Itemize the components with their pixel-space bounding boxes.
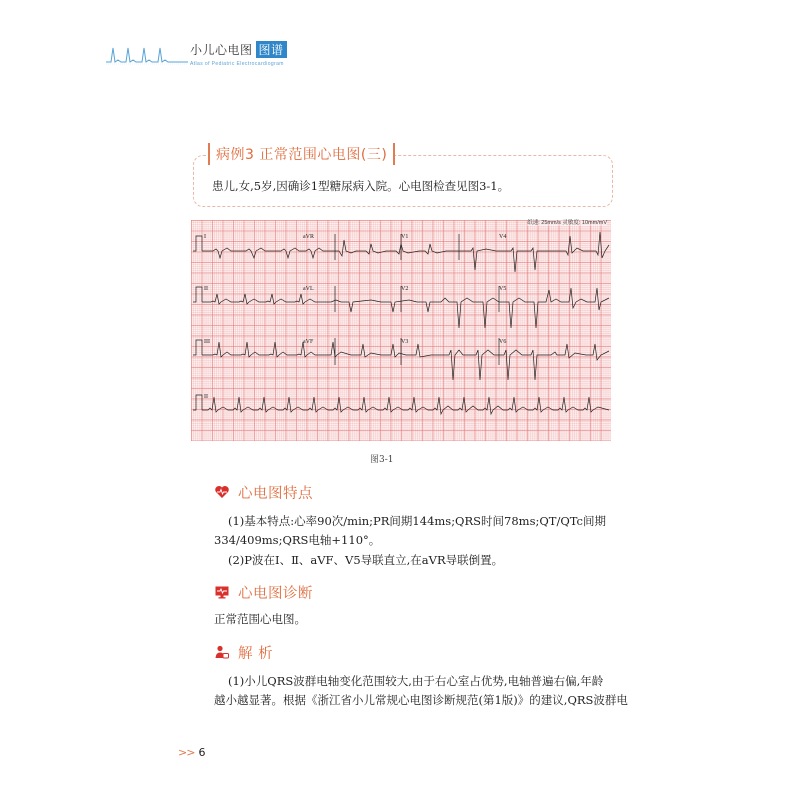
lead-label: V1 — [401, 234, 409, 240]
page-number-value: 6 — [198, 746, 206, 759]
section-heading-features — [214, 482, 313, 502]
page-number — [178, 746, 205, 759]
section-heading-analysis — [214, 642, 273, 662]
lead-label: I — [204, 234, 206, 240]
heart-ecg-icon — [214, 484, 230, 500]
lead-label: III — [204, 339, 210, 345]
ecg-figure — [191, 220, 611, 441]
lead-label: II — [204, 394, 208, 400]
section-heading-diagnosis — [214, 582, 313, 602]
features-paragraph-1-line-2: 334/409ms;QRS电轴+110°。 — [214, 533, 381, 547]
diagnosis-text: 正常范围心电图。 — [214, 612, 306, 626]
features-paragraph-1-line-1: (1)基本特点:心率90次/min;PR间期144ms;QRS时间78ms;QT/QTc间期 — [228, 514, 606, 528]
book-title-text: 小儿心电图 — [190, 43, 253, 57]
lead-label: V6 — [499, 339, 507, 345]
features-paragraph-2: (2)P波在Ⅰ、Ⅱ、aVF、V5导联直立,在aVR导联倒置。 — [228, 553, 504, 567]
lead-label: aVL — [303, 286, 314, 292]
case-description: 患儿,女,5岁,因确诊1型糖尿病入院。心电图检查见图3-1。 — [212, 179, 510, 193]
book-title — [190, 41, 287, 58]
analysis-line-1: (1)小儿QRS波群电轴变化范围较大,由于右心室占优势,电轴普遍右偏,年龄 — [228, 674, 604, 688]
lead-label: aVR — [303, 234, 314, 240]
ecg-paper-speed-label: 纸速: 25mm/s 灵敏度: 10mm/mV — [527, 220, 607, 226]
book-subtitle: Atlas of Pediatric Electrocardiogram — [190, 61, 284, 67]
lead-label: V2 — [401, 286, 409, 292]
ecg-wave-logo-icon — [106, 42, 188, 66]
running-header — [106, 38, 306, 74]
lead-label: II — [204, 286, 208, 292]
ecg-traces — [191, 220, 611, 441]
section-title: 心电图特点 — [238, 485, 313, 502]
lead-label: aVF — [303, 339, 314, 345]
analysis-line-2: 越小越显著。根据《浙江省小儿常规心电图诊断规范(第1版)》的建议,QRS波群电 — [214, 693, 628, 707]
figure-caption: 图3-1 — [370, 455, 394, 465]
book-title-badge: 图谱 — [256, 41, 287, 58]
doctor-icon — [214, 644, 230, 660]
monitor-icon — [214, 584, 230, 600]
double-chevron-right-icon: >> — [178, 746, 195, 759]
section-title: 心电图诊断 — [238, 585, 313, 602]
lead-label: V5 — [499, 286, 507, 292]
section-title: 解 析 — [238, 645, 274, 662]
lead-label: V4 — [499, 234, 507, 240]
lead-label: V3 — [401, 339, 409, 345]
case-title: 病例3 正常范围心电图(三) — [216, 147, 388, 163]
case-title-frame — [208, 143, 395, 165]
